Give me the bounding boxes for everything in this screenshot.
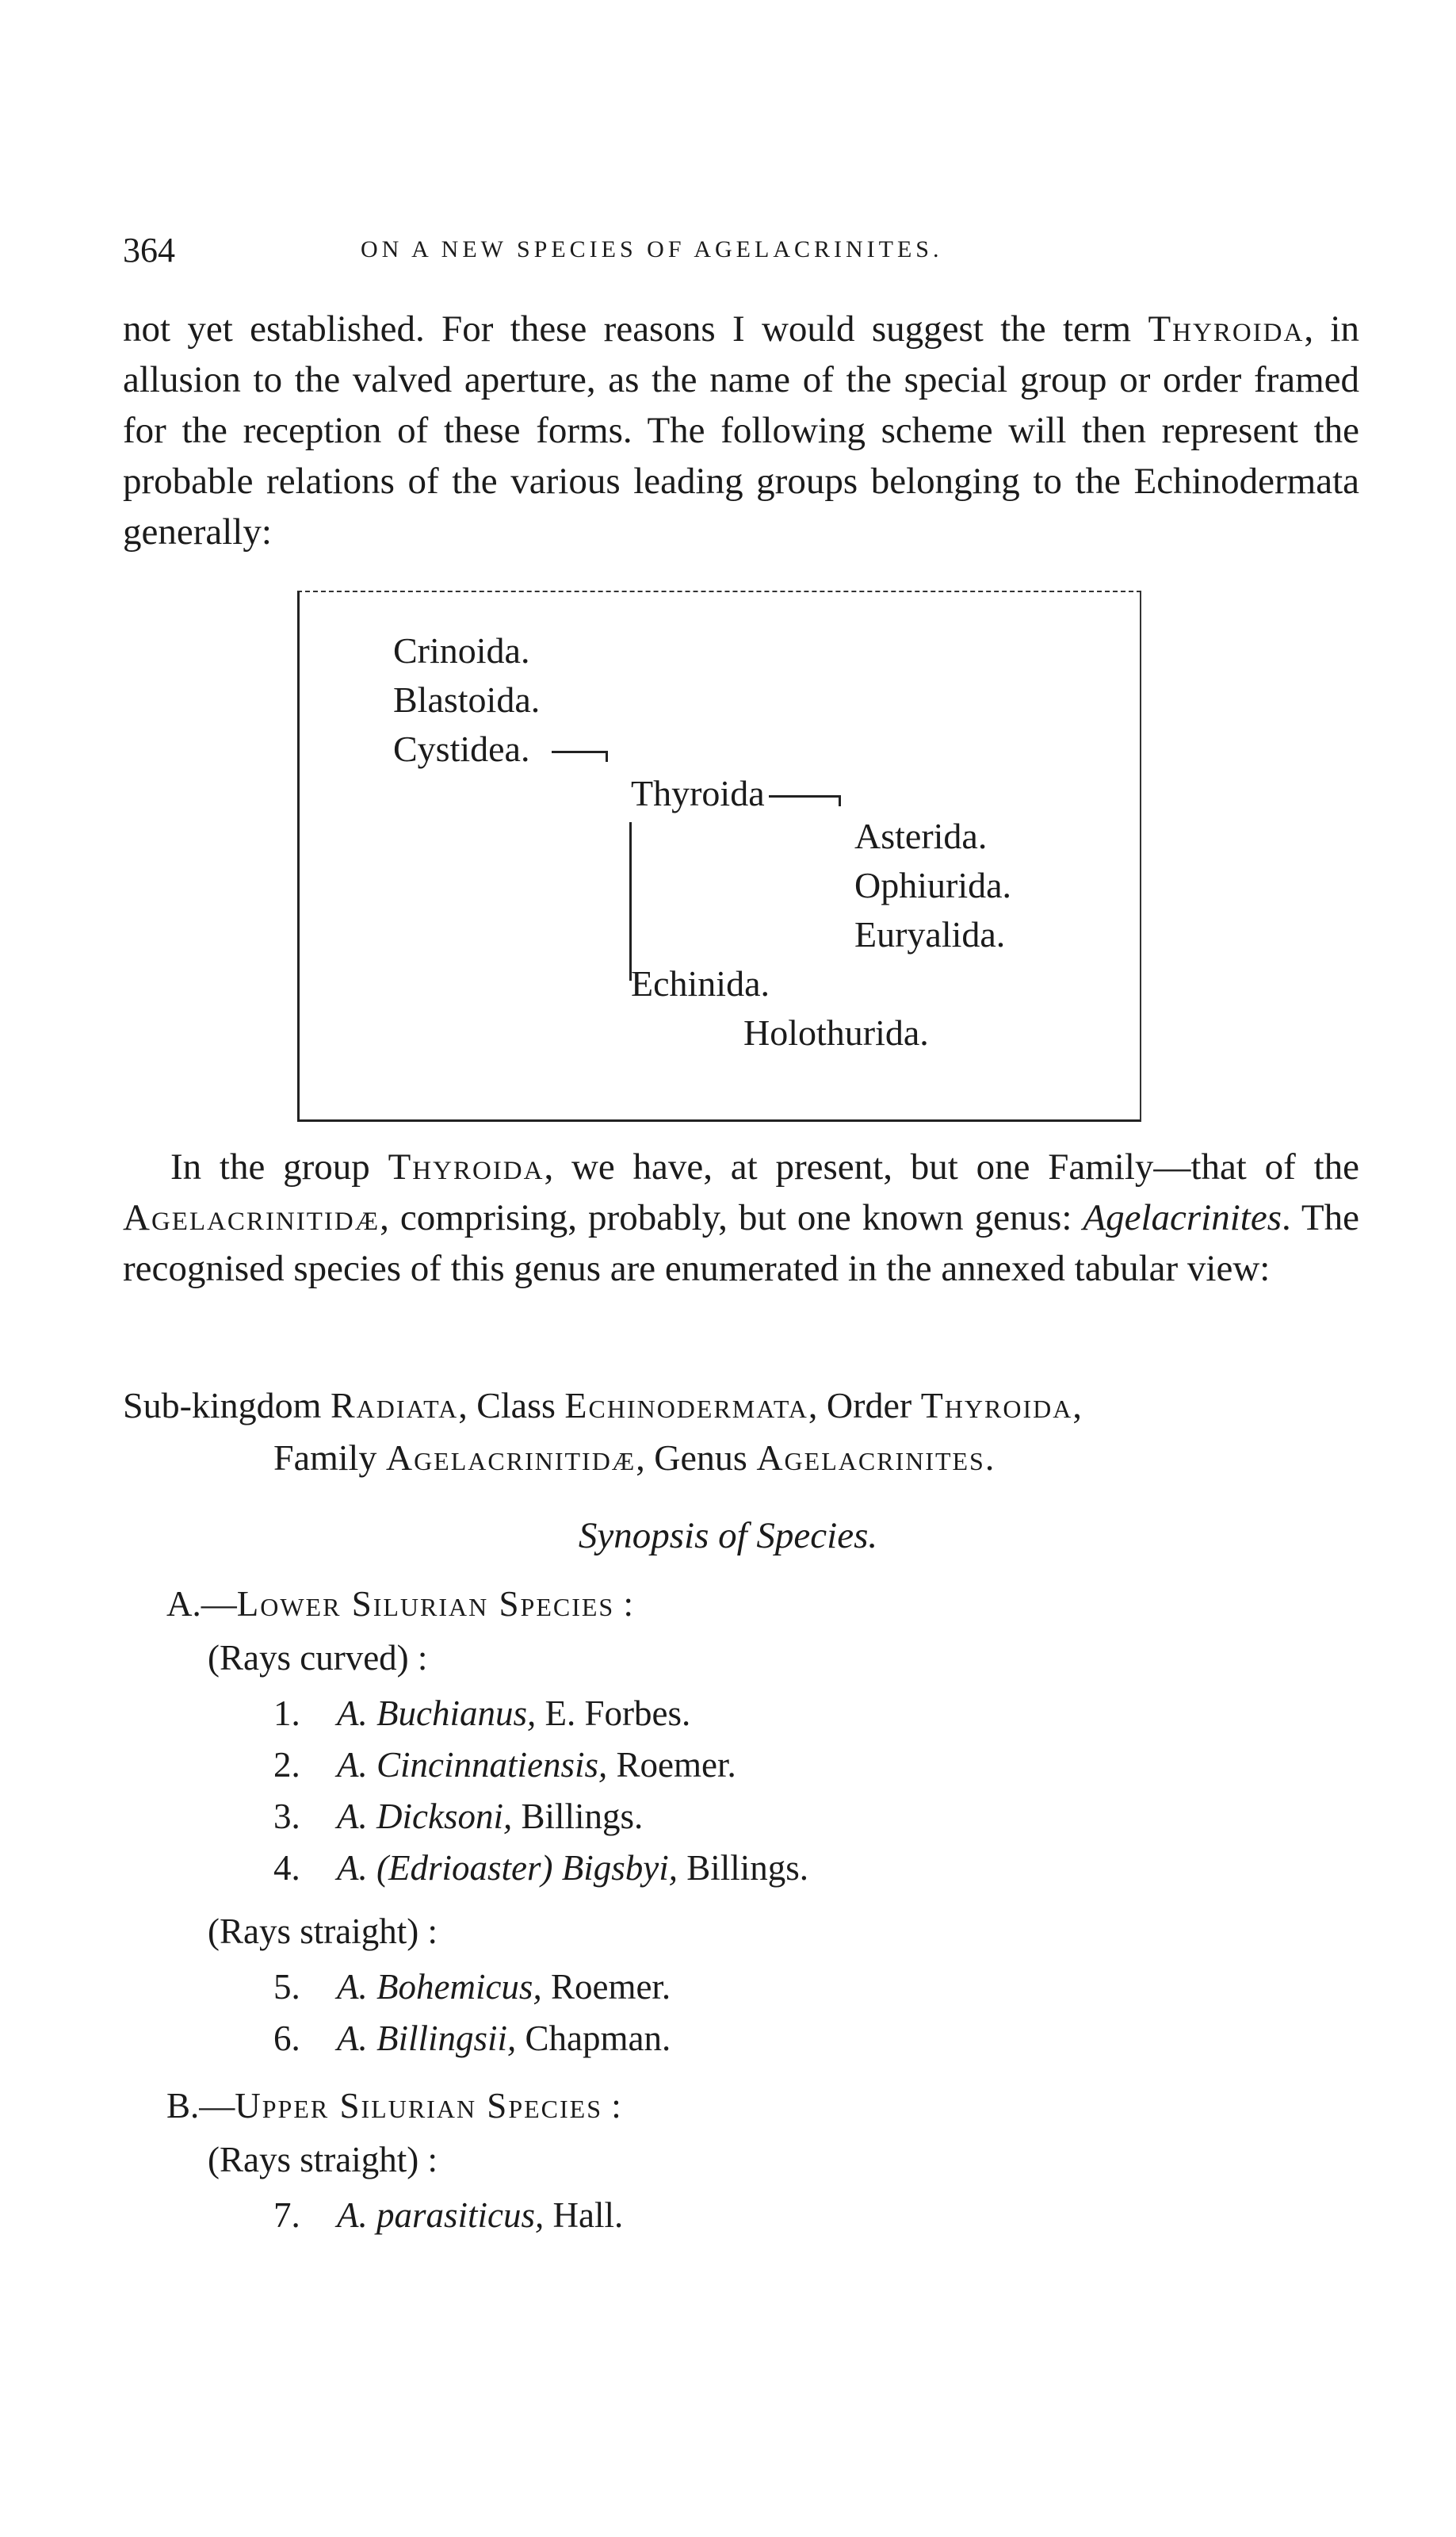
scheme-echinida: Echinida. (631, 963, 770, 1004)
species-name: (Edrioaster) Bigsbyi, (376, 1848, 678, 1888)
para2-text-d: . The recognised species of this genus are enumerated in the annexed tabular view: (123, 1197, 1359, 1289)
species-genus: A. (337, 1967, 368, 2007)
subkingdom-value: Radiata (330, 1385, 459, 1425)
para2-thyroida: Thyroida (388, 1146, 545, 1188)
species-genus: A. (337, 2195, 368, 2235)
section-a-prefix: A.— (166, 1584, 237, 1624)
order-label: , Order (808, 1385, 921, 1425)
section-a-group-2: (Rays straight) : (208, 1911, 438, 1951)
scheme-cystidea: Cystidea. (393, 729, 530, 769)
section-a-group-1: (Rays curved) : (208, 1638, 428, 1678)
species-genus: A. (337, 1797, 368, 1836)
section-b-group-1: (Rays straight) : (208, 2140, 438, 2179)
species-name: Buchianus, (376, 1693, 537, 1733)
species-genus: A. (337, 1848, 368, 1888)
scheme-holothurida: Holothurida. (743, 1012, 929, 1053)
species-author: Roemer. (541, 1967, 671, 2007)
connector-cystidea (552, 751, 607, 753)
species-item (273, 1796, 643, 1837)
section-b-heading (166, 2084, 621, 2128)
species-author: E. Forbes. (536, 1693, 691, 1733)
scheme-thyroida: Thyroida (631, 773, 765, 813)
species-author: Billings. (512, 1797, 644, 1836)
intro-paragraph (123, 304, 1359, 557)
species-author: Hall. (544, 2195, 624, 2235)
section-b-label: Upper Silurian Species (235, 2086, 603, 2126)
scheme-blastoida: Blastoida. (393, 679, 541, 720)
species-name: Billingsii, (376, 2019, 517, 2058)
species-name: Cincinnatiensis, (376, 1745, 608, 1785)
family-label: Family (273, 1437, 386, 1478)
connector-thyroida (769, 795, 840, 798)
classification-scheme (297, 591, 1141, 1122)
species-item (273, 2195, 623, 2236)
classification-line-2 (123, 1432, 1359, 1484)
section-a-label: Lower Silurian Species (236, 1584, 615, 1624)
connector-vertical (629, 822, 632, 981)
page-number: 364 (123, 231, 175, 270)
species-name: Dicksoni, (376, 1797, 513, 1836)
running-head: ON A NEW SPECIES OF AGELACRINITES. (361, 236, 943, 262)
scheme-asterida: Asterida. (854, 816, 988, 856)
para2-text-c: , comprising, probably, but one known genus: (380, 1197, 1083, 1238)
species-author: Chapman. (516, 2019, 671, 2058)
connector-cystidea-tick (606, 751, 608, 762)
subkingdom-label: Sub-kingdom (123, 1385, 331, 1425)
species-number: 1. (273, 1693, 300, 1733)
family-value: Agelacrinitidæ (385, 1437, 636, 1478)
species-name: parasiticus, (376, 2195, 545, 2235)
intro-text-a: not yet established. For these reasons I would suggest the term (123, 308, 1148, 350)
connector-thyroida-tick (839, 795, 841, 806)
species-author: Roemer. (607, 1745, 736, 1785)
para2-genus: Agelacrinites (1083, 1197, 1282, 1238)
group-paragraph (123, 1142, 1359, 1294)
synopsis-title: Synopsis of Species. (578, 1515, 878, 1556)
species-item (273, 1966, 671, 2007)
para2-text-b: , we have, at present, but one Family—that of the (544, 1146, 1359, 1188)
species-author: Billings. (677, 1848, 808, 1888)
species-number: 3. (273, 1797, 300, 1836)
species-number: 5. (273, 1967, 300, 2007)
species-genus: A. (337, 1693, 368, 1733)
section-b-prefix: B.— (166, 2086, 235, 2126)
taxonomic-classification (123, 1379, 1359, 1484)
class-value: Echinodermata (564, 1385, 808, 1425)
scheme-euryalida: Euryalida. (854, 914, 1006, 955)
species-genus: A. (337, 2019, 368, 2058)
species-item (273, 1693, 690, 1734)
genus-value: Agelacrinites (756, 1437, 985, 1478)
species-number: 2. (273, 1745, 300, 1785)
class-label: , Class (458, 1385, 565, 1425)
species-number: 6. (273, 2019, 300, 2058)
scheme-crinoida: Crinoida. (393, 630, 530, 671)
genus-label: , Genus (636, 1437, 757, 1478)
para2-family: Agelacrinitidæ (123, 1197, 380, 1238)
species-item (273, 1847, 808, 1888)
section-a-suffix: : (614, 1584, 633, 1624)
page-header (123, 230, 1359, 277)
order-value: Thyroida (920, 1385, 1073, 1425)
species-number: 4. (273, 1848, 300, 1888)
section-b-suffix: : (602, 2086, 621, 2126)
species-item (273, 1744, 736, 1785)
species-number: 7. (273, 2195, 300, 2235)
classification-end: . (984, 1437, 995, 1478)
species-item (273, 2018, 671, 2059)
classification-line-1: Sub-kingdom Radiata, Class Echinodermata, Order Thyroida, (123, 1385, 1082, 1425)
para2-text-a: In the group (170, 1146, 388, 1188)
species-name: Bohemicus, (376, 1967, 542, 2007)
section-a-heading (166, 1582, 633, 1626)
intro-text-b: , in allusion to the valved aperture, as the name of the special group or order framed for the reception of these forms. The following scheme will then represent the probable relations of the various leading groups belonging to the Echinodermata generally: (123, 308, 1359, 553)
species-genus: A. (337, 1745, 368, 1785)
scheme-ophiurida: Ophiurida. (854, 865, 1012, 905)
intro-term: Thyroida (1148, 308, 1305, 350)
